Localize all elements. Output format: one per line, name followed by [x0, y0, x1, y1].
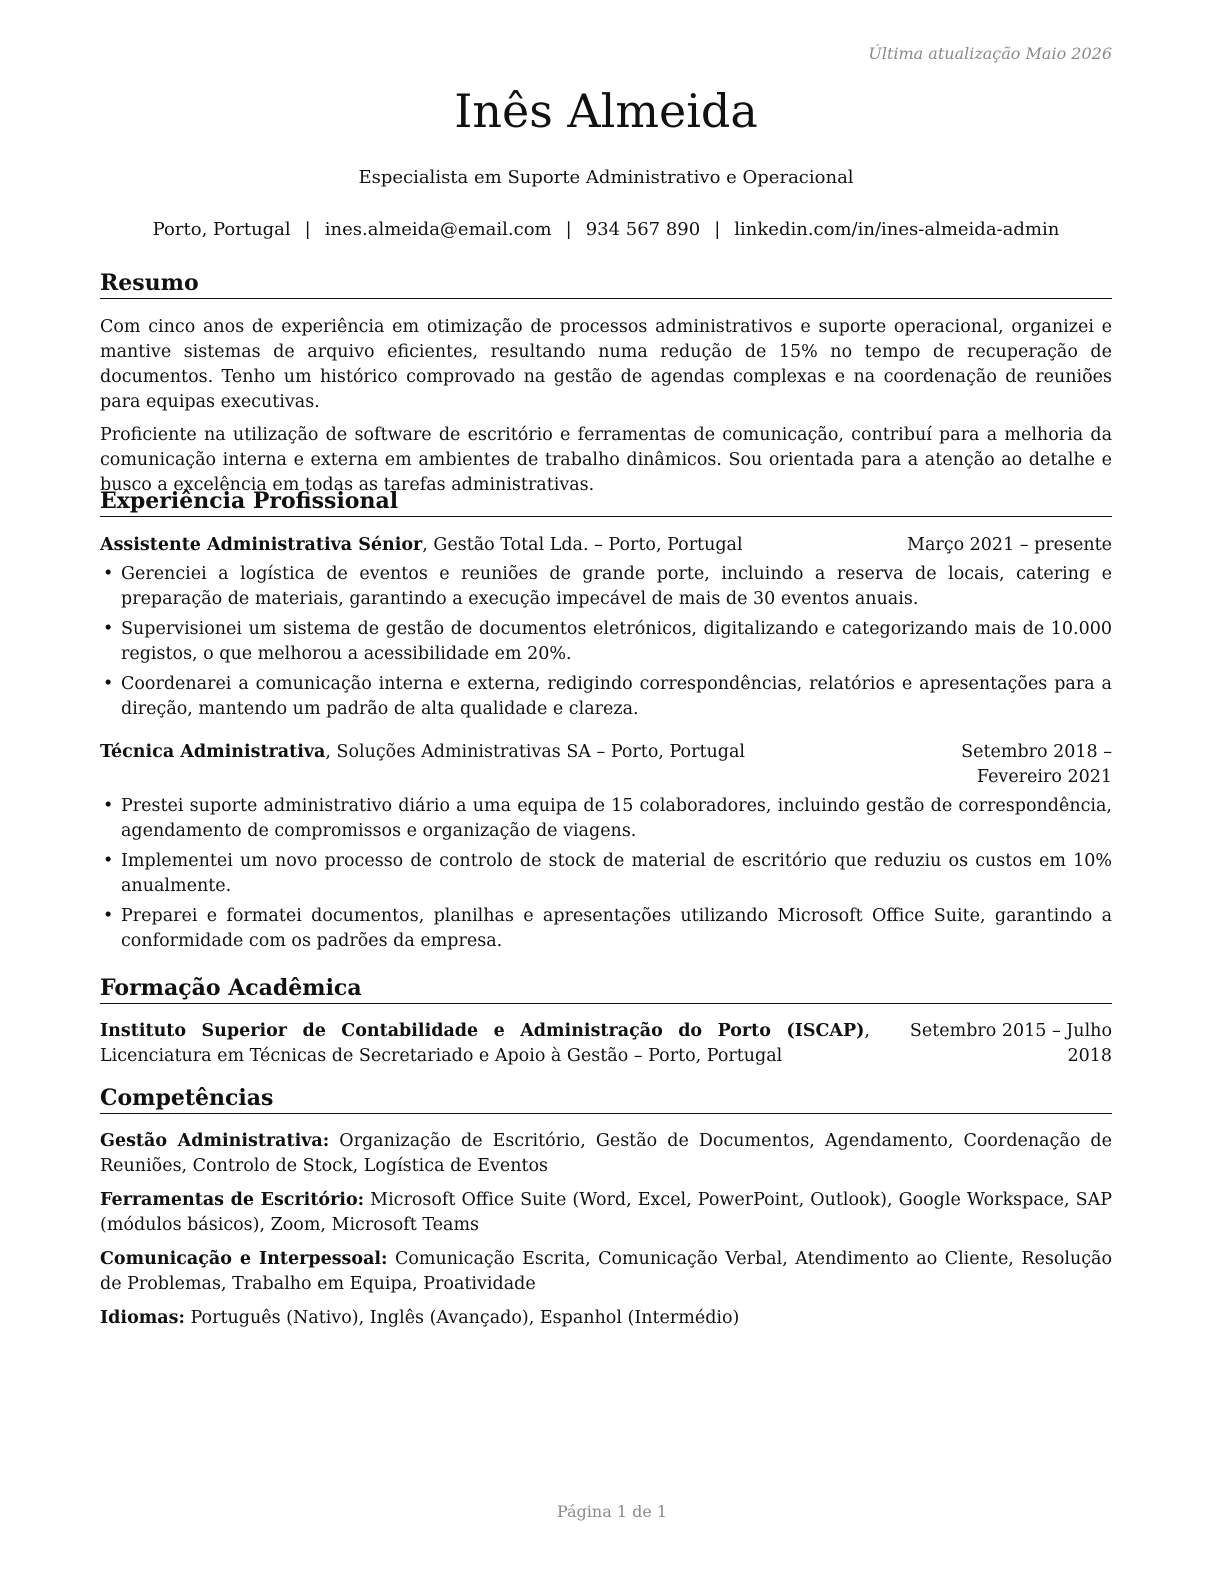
- job-title-line: [100, 740, 745, 765]
- summary-paragraph: Com cinco anos de experiência em otimização de processos administrativos e suporte operacional, organizei e mantive sistemas de arquivo eficientes, resultando numa redução de 15% no tempo de recuperação de documentos. Tenho um histórico comprovado na gestão de agendas complexas e na coordenação de reuniões para equipas executivas.: [100, 317, 1112, 412]
- contact-separator: |: [714, 219, 721, 240]
- bullet-icon: •: [103, 564, 114, 584]
- skill-label: Idiomas:: [100, 1308, 185, 1328]
- candidate-subtitle: Especialista em Suporte Administrativo e Operacional: [358, 167, 854, 188]
- education-institution: Instituto Superior de Contabilidade e Administração do Porto (ISCAP): [100, 1021, 865, 1041]
- page-number: Página 1 de 1: [556, 1502, 668, 1521]
- skill-group: [100, 1306, 1112, 1331]
- job-role: Assistente Administrativa Sénior: [100, 535, 423, 555]
- bullet-icon: •: [103, 674, 114, 694]
- job-header: [100, 740, 1112, 790]
- job-entry: [100, 740, 1112, 954]
- skill-text: Comunicação Escrita, Comunicação Verbal, Atendimento ao Cliente, Resolução de Problemas, Trabalho em Equipa, Proatividade: [100, 1249, 1113, 1294]
- job-header: [100, 533, 1112, 558]
- list-item: [100, 794, 1112, 844]
- bullet-text: Supervisionei um sistema de gestão de documentos eletrónicos, digitalizando e categorizando mais de 10.000 registos, o que melhorou a acessibilidade em 20%.: [121, 619, 1112, 664]
- job-company: , Soluções Administrativas SA – Porto, Portugal: [325, 742, 745, 762]
- skill-group: [100, 1247, 1112, 1297]
- contact-line: [100, 219, 1112, 240]
- education-line: [100, 1019, 870, 1069]
- bullet-text: Coordenarei a comunicação interna e externa, redigindo correspondências, relatórios e apresentações para a direção, mantendo um padrão de alta qualidade e clareza.: [121, 674, 1112, 719]
- last-updated: Última atualização Maio 2026: [868, 44, 1112, 63]
- job-dates: Março 2021 – presente: [907, 535, 1112, 555]
- job-bullets: [100, 794, 1112, 954]
- contact-linkedin[interactable]: linkedin.com/in/ines-almeida-admin: [734, 219, 1060, 240]
- education-degree: , Licenciatura em Técnicas de Secretariado e Apoio à Gestão – Porto, Portugal: [100, 1021, 870, 1066]
- list-item: [100, 849, 1112, 899]
- contact-email[interactable]: ines.almeida@email.com: [324, 219, 552, 240]
- skill-label: Ferramentas de Escritório:: [100, 1190, 365, 1210]
- section-title-experience: Experiência Profissional: [100, 488, 1112, 517]
- job-dates: Setembro 2018 – Fevereiro 2021: [961, 742, 1112, 787]
- job-role: Técnica Administrativa: [100, 742, 326, 762]
- skills-section: [100, 1129, 1112, 1340]
- job-title-line: [100, 533, 743, 558]
- education-section: [100, 1019, 1112, 1069]
- bullet-icon: •: [103, 851, 114, 871]
- bullet-icon: •: [103, 619, 114, 639]
- section-title-summary: Resumo: [100, 270, 1112, 299]
- list-item: [100, 562, 1112, 612]
- contact-location: Porto, Portugal: [152, 219, 291, 240]
- contact-phone: 934 567 890: [585, 219, 701, 240]
- job-entry: [100, 533, 1112, 722]
- contact-separator: |: [304, 219, 311, 240]
- list-item: [100, 904, 1112, 954]
- candidate-name: Inês Almeida: [454, 84, 758, 138]
- bullet-icon: •: [103, 906, 114, 926]
- section-title-skills: Competências: [100, 1085, 1112, 1114]
- job-bullets: [100, 562, 1112, 722]
- skill-text: Microsoft Office Suite (Word, Excel, PowerPoint, Outlook), Google Workspace, SAP (módulos básicos), Zoom, Microsoft Teams: [100, 1190, 1112, 1235]
- experience-section: [100, 533, 1112, 959]
- bullet-text: Implementei um novo processo de controlo de stock de material de escritório que reduziu os custos em 10% anualmente.: [121, 851, 1112, 896]
- summary-paragraph: Proficiente na utilização de software de escritório e ferramentas de comunicação, contribuí para a melhoria da comunicação interna e externa em ambientes de trabalho dinâmicos. Sou orientada para a atenção ao detalhe e busco a excelência em todas as tarefas administrativas.: [100, 425, 1112, 495]
- bullet-text: Prestei suporte administrativo diário a uma equipa de 15 colaboradores, incluindo gestão de correspondência, agendamento de compromissos e organização de viagens.: [121, 796, 1112, 841]
- bullet-text: Gerenciei a logística de eventos e reuniões de grande porte, incluindo a reserva de locais, catering e preparação de materiais, garantindo a execução impecável de mais de 30 eventos anuais.: [121, 564, 1112, 609]
- list-item: [100, 672, 1112, 722]
- list-item: [100, 617, 1112, 667]
- job-company: , Gestão Total Lda. – Porto, Portugal: [422, 535, 743, 555]
- contact-separator: |: [565, 219, 572, 240]
- education-entry: [100, 1019, 1112, 1069]
- bullet-icon: •: [103, 796, 114, 816]
- education-dates: Setembro 2015 – Julho 2018: [909, 1021, 1112, 1066]
- skill-group: [100, 1188, 1112, 1238]
- bullet-text: Preparei e formatei documentos, planilhas e apresentações utilizando Microsoft Office Suite, garantindo a conformidade com os padrões da empresa.: [121, 906, 1112, 951]
- skill-group: [100, 1129, 1112, 1179]
- skill-label: Comunicação e Interpessoal:: [100, 1249, 388, 1269]
- section-title-education: Formação Acadêmica: [100, 975, 1112, 1004]
- skill-text: Organização de Escritório, Gestão de Documentos, Agendamento, Coordenação de Reuniões, Controlo de Stock, Logística de Eventos: [100, 1131, 1112, 1176]
- skill-text: Português (Nativo), Inglês (Avançado), Espanhol (Intermédio): [184, 1308, 740, 1328]
- summary-section: [100, 315, 1112, 506]
- skill-label: Gestão Administrativa:: [100, 1131, 330, 1151]
